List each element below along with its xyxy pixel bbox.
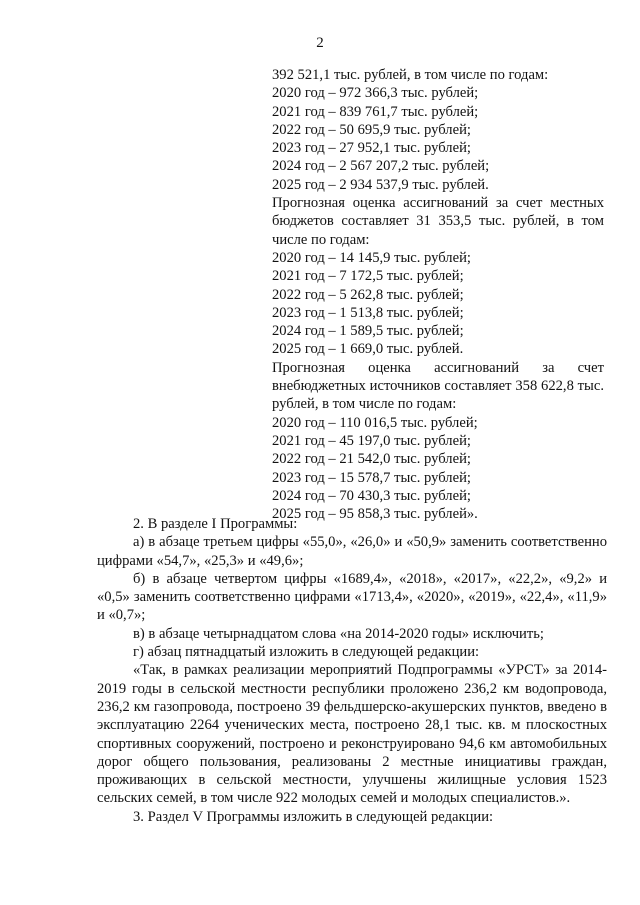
column-line: 2025 год – 1 669,0 тыс. рублей.	[272, 341, 464, 358]
column-line: 2021 год – 839 761,7 тыс. рублей;	[272, 103, 479, 120]
page-number: 2	[316, 35, 324, 51]
column-line: 2024 год – 70 430,3 тыс. рублей;	[272, 487, 471, 504]
body-paragraph: 3. Раздел V Программы изложить в следующей редакции:	[133, 808, 494, 825]
column-line: 2023 год – 27 952,1 тыс. рублей;	[272, 140, 471, 157]
column-line: 2024 год – 2 567 207,2 тыс. рублей;	[272, 158, 490, 175]
body-paragraph: в) в абзаце четырнадцатом слова «на 2014-2020 годы» исключить;	[133, 625, 544, 642]
column-line: 2021 год – 7 172,5 тыс. рублей;	[272, 268, 464, 285]
body-paragraph: б) в абзаце четвертом цифры «1689,4», «2018», «2017», «22,2», «9,2» и «0,5» заменить соответственно цифрами «1713,4», «2020», «2019», «22,4», «11,9» и «0,7»;	[97, 570, 607, 624]
column-line: 392 521,1 тыс. рублей, в том числе по годам:	[272, 67, 549, 83]
column-line: 2021 год – 45 197,0 тыс. рублей;	[272, 432, 471, 449]
body-paragraph: «Так, в рамках реализации мероприятий Подпрограммы «УРСТ» за 2014-2019 годы в сельской местности республики проложено 236,2 км водопровода, 236,2 км газопровода, построено 39 фельдшерско-акушерских пунктов, введено в эксплуатацию 2264 ученических места, построено 28,1 тыс. кв. м плоскостных спортивных сооружений, построено и реконструировано 94,6 км автомобильных дорог общего пользования, реализованы 2 местные инициативы граждан, проживающих в сельской местности, улучшены жилищные условия 1523 сельских семей, в том числе 922 молодых семей и молодых специалистов.».	[97, 662, 607, 807]
body-paragraph: 2. В разделе I Программы:	[133, 516, 298, 532]
column-line: 2023 год – 1 513,8 тыс. рублей;	[272, 304, 464, 321]
column-line: 2022 год – 50 695,9 тыс. рублей;	[272, 121, 471, 138]
column-paragraph: Прогнозная оценка ассигнований за счет местных бюджетов составляет 31 353,5 тыс. рублей, в том числе по годам:	[272, 195, 604, 248]
column-paragraph: Прогнозная оценка ассигнований за счет внебюджетных источников составляет 358 622,8 тыс. рублей, в том числе по годам:	[272, 359, 604, 413]
body-paragraph: г) абзац пятнадцатый изложить в следующей редакции:	[133, 644, 480, 661]
column-line: 2025 год – 95 858,3 тыс. рублей».	[272, 506, 478, 523]
column-line: 2024 год – 1 589,5 тыс. рублей;	[272, 323, 464, 340]
document-body	[97, 515, 607, 826]
column-line: 2020 год – 972 366,3 тыс. рублей;	[272, 85, 479, 102]
column-line: 2023 год – 15 578,7 тыс. рублей;	[272, 469, 471, 486]
column-line: 2025 год – 2 934 537,9 тыс. рублей.	[272, 176, 489, 193]
body-paragraph: а) в абзаце третьем цифры «55,0», «26,0» и «50,9» заменить соответственно цифрами «54,7», «25,3» и «49,6»;	[97, 534, 607, 569]
column-line: 2022 год – 5 262,8 тыс. рублей;	[272, 286, 464, 303]
funding-column	[272, 66, 604, 523]
column-line: 2020 год – 110 016,5 тыс. рублей;	[272, 414, 478, 431]
column-line: 2022 год – 21 542,0 тыс. рублей;	[272, 451, 471, 468]
column-line: 2020 год – 14 145,9 тыс. рублей;	[272, 249, 471, 266]
